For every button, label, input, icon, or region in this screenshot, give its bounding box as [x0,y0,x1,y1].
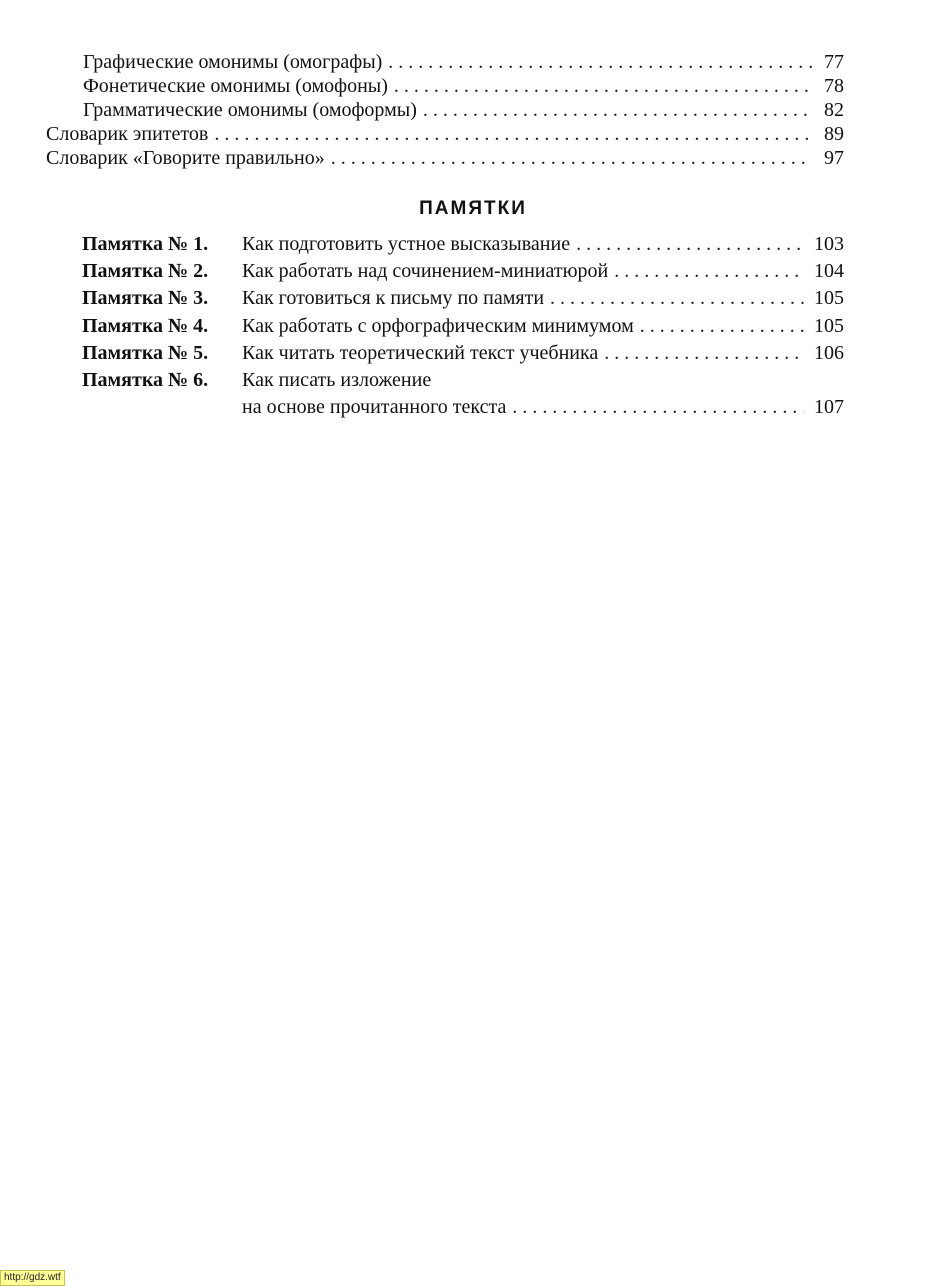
memo-entry [82,285,844,312]
section-heading: ПАМЯТКИ [419,198,527,219]
toc-entry-title: Словарик эпитетов [46,123,209,145]
memo-page: 105 [814,287,844,310]
memo-page: 106 [814,341,844,364]
memo-label: Памятка № 3. [82,287,209,310]
toc-entry-title: Фонетические омонимы (омофоны) [83,75,388,97]
toc-entry-page: 97 [824,147,844,169]
toc-entry [46,74,844,98]
memo-title: Как подготовить устное высказывание [242,233,571,255]
memo-title: Как писать изложение [242,368,432,391]
memo-entry [82,258,844,285]
dot-leader [388,50,812,74]
memo-title: Как читать теоретический текст учебника [242,341,599,364]
memo-entry [82,367,844,394]
memo-entry [82,340,844,367]
dot-leader [214,122,812,146]
memo-label: Памятка № 1. [82,233,209,255]
dot-leader [640,313,804,340]
toc-entry-title: Грамматические омонимы (омоформы) [83,99,417,121]
memo-list [82,231,844,421]
memo-title: Как готовиться к письму по памяти [242,287,545,310]
memo-page: 103 [814,233,844,255]
toc-entry-title: Словарик «Говорите правильно» [46,147,325,169]
memo-label: Памятка № 4. [82,314,209,337]
memo-page: 107 [814,396,844,419]
toc-entry [46,98,844,122]
memo-title: Как работать с орфографическим минимумом [242,314,634,337]
memo-entry-continuation [82,394,844,421]
memo-label: Памятка № 6. [82,368,209,391]
memo-entry [82,231,844,258]
toc-entry [46,50,844,74]
watermark-link[interactable]: http://gdz.wtf [0,1270,65,1286]
dot-leader [550,285,804,312]
toc-entry-page: 77 [824,51,844,73]
memo-page: 105 [814,314,844,337]
toc-entry-page: 82 [824,99,844,121]
dot-leader [604,340,804,367]
toc-entry-page: 89 [824,123,844,145]
dot-leader [614,258,804,285]
toc-entry-page: 78 [824,75,844,97]
dot-leader [576,231,804,258]
memo-label: Памятка № 5. [82,341,209,364]
memo-label: Памятка № 2. [82,260,209,283]
dot-leader [394,74,812,98]
memo-entry [82,313,844,340]
dot-leader [423,98,812,122]
dot-leader [331,146,812,170]
memo-title-continuation: на основе прочитанного текста [242,396,507,419]
toc-entry-title: Графические омонимы (омографы) [83,51,383,73]
memo-title: Как работать над сочинением-миниатюрой [242,260,609,283]
toc-entry [46,146,844,170]
memo-page: 104 [814,260,844,283]
toc-entry [46,122,844,146]
dot-leader [512,394,804,421]
toc-upper-list [46,50,844,170]
